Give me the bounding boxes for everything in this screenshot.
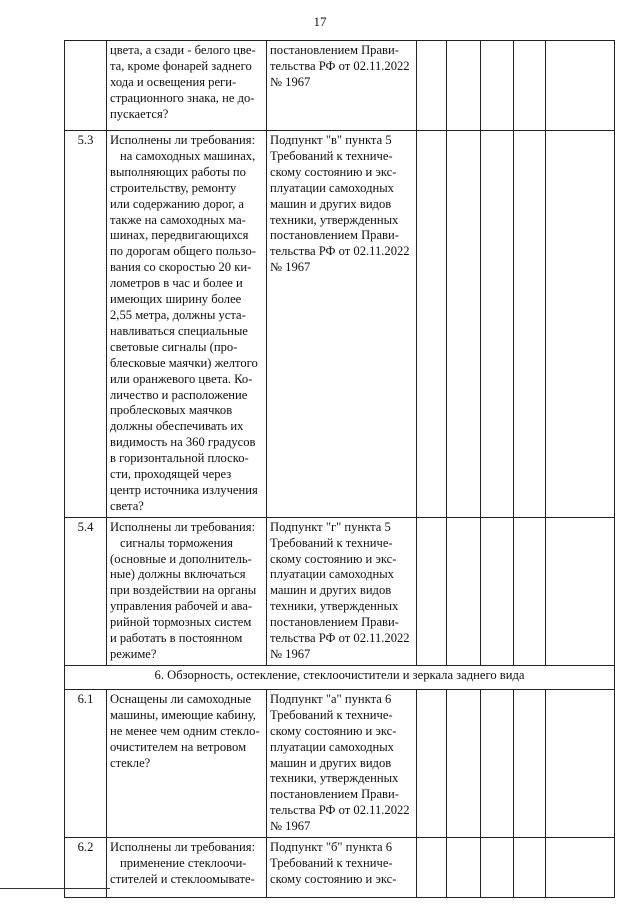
reference-line: скому состоянию и экс-: [270, 871, 397, 886]
question-line: видимость на 360 градусов: [110, 435, 256, 450]
question-cell: [107, 131, 267, 518]
question-line: сти, проходящей через: [110, 467, 232, 482]
notes-cell: [546, 517, 615, 665]
reference-line: машин и других видов: [270, 755, 392, 770]
question-cell: [107, 689, 267, 837]
reference-line: постановлением Прави-: [270, 228, 399, 243]
question-line: и работать в постоянном: [110, 631, 243, 646]
question-line: (основные и дополнитель-: [110, 551, 252, 566]
reference-line: тельства РФ от 02.11.2022: [270, 244, 410, 259]
row-number: 6.1: [65, 689, 107, 837]
notes-cell: [546, 838, 615, 898]
row-number: [65, 41, 107, 131]
question-line: цвета, а сзади - белого цве-: [110, 43, 256, 57]
reference-line: Требований к техниче-: [270, 707, 393, 722]
reference-line: № 1967: [270, 647, 311, 661]
answer-yes-cell: [417, 131, 447, 518]
question-line: управления рабочей и ава-: [110, 599, 253, 614]
answer-yes-cell: [417, 517, 447, 665]
answer-na-cell: [481, 41, 514, 131]
question-line: Оснащены ли самоходные: [110, 691, 252, 706]
question-line: ные) должны включаться: [110, 567, 246, 582]
reference-line: № 1967: [270, 819, 311, 834]
question-line: имеющих ширину более: [110, 292, 242, 307]
question-line: очистителем на ветровом: [110, 739, 247, 754]
answer-no-cell: [447, 131, 481, 518]
section-heading: 6. Обзорность, остекление, стеклоочистители и зеркала заднего вида: [65, 665, 615, 689]
reference-line: постановлением Прави-: [270, 43, 399, 57]
page-number: 17: [313, 14, 327, 29]
answer-extra-cell: [514, 689, 546, 837]
question-line: проблесковых маячков: [110, 403, 233, 418]
answer-no-cell: [447, 838, 481, 898]
reference-line: машин и других видов: [270, 583, 392, 598]
table-row: [65, 41, 615, 131]
answer-yes-cell: [417, 41, 447, 131]
question-line: стекле?: [110, 755, 151, 770]
question-line: выполняющих работы по: [110, 164, 246, 179]
table-row: [65, 689, 615, 837]
answer-yes-cell: [417, 838, 447, 898]
answer-extra-cell: [514, 517, 546, 665]
reference-line: постановлением Прави-: [270, 615, 399, 630]
question-line: света?: [110, 498, 144, 513]
question-line: рийной тормозных систем: [110, 615, 252, 630]
question-line: в горизонтальной плоско-: [110, 451, 249, 466]
answer-na-cell: [481, 517, 514, 665]
question-line: световые сигналы (про-: [110, 339, 238, 354]
reference-cell: [267, 41, 417, 131]
answer-extra-cell: [514, 838, 546, 898]
question-line: стителей и стеклоомывате-: [110, 871, 255, 886]
question-line: при воздействии на органы: [110, 583, 257, 598]
question-line: применение стеклоочи-: [120, 855, 247, 870]
reference-line: техники, утвержденных: [270, 599, 399, 614]
reference-line: скому состоянию и экс-: [270, 164, 397, 179]
answer-na-cell: [481, 838, 514, 898]
reference-line: тельства РФ от 02.11.2022: [270, 58, 410, 73]
question-line: личество и расположение: [110, 387, 248, 402]
section-row: [65, 665, 615, 689]
question-line: хода и освещения реги-: [110, 74, 237, 89]
reference-line: машин и других видов: [270, 196, 392, 211]
question-cell: [107, 41, 267, 131]
reference-cell: [267, 689, 417, 837]
reference-line: тельства РФ от 02.11.2022: [270, 631, 410, 646]
row-number: 6.2: [65, 838, 107, 898]
answer-na-cell: [481, 689, 514, 837]
reference-line: техники, утвержденных: [270, 771, 399, 786]
reference-line: Требований к техниче-: [270, 535, 393, 550]
question-line: шинах, передвигающихся: [110, 228, 249, 243]
reference-line: скому состоянию и экс-: [270, 551, 397, 566]
reference-cell: [267, 131, 417, 518]
reference-line: скому состоянию и экс-: [270, 723, 397, 738]
reference-line: плуатации самоходных: [270, 739, 394, 754]
question-line: страционного знака, не до-: [110, 90, 255, 105]
footnote-rule: [0, 888, 110, 889]
question-line: или оранжевого цвета. Ко-: [110, 371, 253, 386]
question-line: на самоходных машинах,: [120, 148, 256, 163]
table-row: [65, 131, 615, 518]
answer-no-cell: [447, 41, 481, 131]
question-line: навливаться специальные: [110, 323, 248, 338]
reference-line: № 1967: [270, 260, 311, 275]
question-line: блесковые маячки) желтого: [110, 355, 258, 370]
answer-yes-cell: [417, 689, 447, 837]
reference-line: постановлением Прави-: [270, 787, 399, 802]
reference-line: Требований к техниче-: [270, 148, 393, 163]
question-line: также на самоходных ма-: [110, 212, 246, 227]
answer-na-cell: [481, 131, 514, 518]
question-line: строительству, ремонту: [110, 180, 237, 195]
question-line: или содержанию дорог, а: [110, 196, 244, 211]
reference-line: тельства РФ от 02.11.2022: [270, 803, 410, 818]
table-row: [65, 838, 615, 898]
question-line: машины, имеющие кабину,: [110, 707, 256, 722]
notes-cell: [546, 131, 615, 518]
notes-cell: [546, 41, 615, 131]
question-line: Исполнены ли требования:: [110, 519, 256, 534]
notes-cell: [546, 689, 615, 837]
answer-no-cell: [447, 689, 481, 837]
question-line: вания со скоростью 20 ки-: [110, 260, 252, 275]
row-number: 5.4: [65, 517, 107, 665]
answer-extra-cell: [514, 131, 546, 518]
question-line: не менее чем одним стекло-: [110, 723, 260, 738]
question-line: Исполнены ли требования:: [110, 840, 256, 855]
question-cell: [107, 517, 267, 665]
reference-line: Требований к техниче-: [270, 855, 393, 870]
question-line: по дорогам общего пользо-: [110, 244, 256, 259]
checklist-table: [64, 40, 615, 898]
reference-line: техники, утвержденных: [270, 212, 399, 227]
reference-cell: [267, 517, 417, 665]
question-line: сигналы торможения: [120, 535, 233, 550]
question-line: та, кроме фонарей заднего: [110, 58, 252, 73]
question-line: Исполнены ли требования:: [110, 133, 256, 147]
reference-line: Подпункт "б" пункта 6: [270, 840, 393, 855]
reference-cell: [267, 838, 417, 898]
table-row: [65, 517, 615, 665]
question-line: режиме?: [110, 647, 157, 661]
reference-line: № 1967: [270, 74, 311, 89]
reference-line: плуатации самоходных: [270, 180, 394, 195]
reference-line: Подпункт "а" пункта 6: [270, 691, 392, 706]
row-number: 5.3: [65, 131, 107, 518]
question-line: должны обеспечивать их: [110, 419, 244, 434]
question-cell: [107, 838, 267, 898]
question-line: пускается?: [110, 106, 169, 121]
question-line: центр источника излучения: [110, 482, 258, 497]
question-line: лометров в час и более и: [110, 276, 243, 291]
reference-line: Подпункт "в" пункта 5: [270, 133, 392, 147]
question-line: 2,55 метра, должны уста-: [110, 307, 246, 322]
reference-line: Подпункт "г" пункта 5: [270, 519, 391, 534]
answer-extra-cell: [514, 41, 546, 131]
answer-no-cell: [447, 517, 481, 665]
reference-line: плуатации самоходных: [270, 567, 394, 582]
